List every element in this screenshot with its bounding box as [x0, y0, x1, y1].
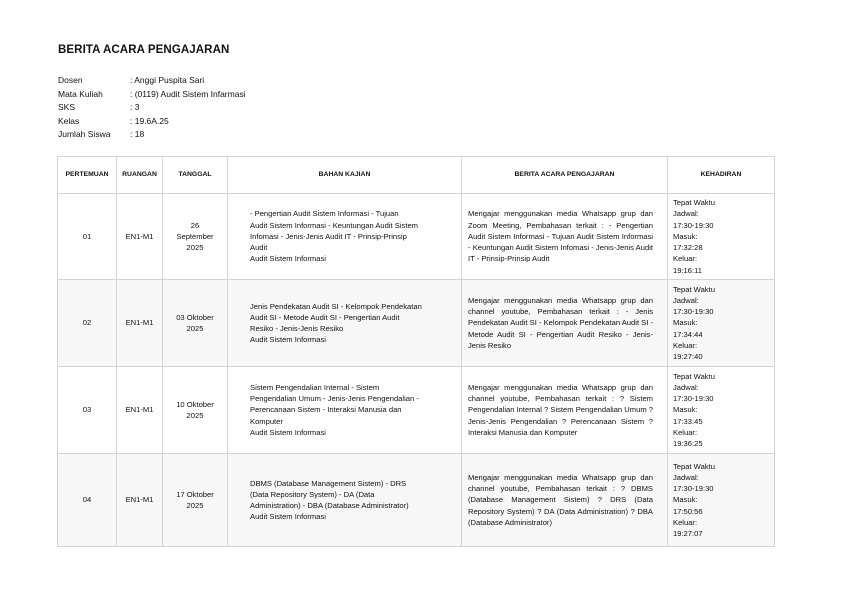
info-label: Dosen — [58, 75, 83, 85]
header-pertemuan: PERTEMUAN — [58, 157, 117, 194]
kehadiran-keluar: 19:27:07 — [673, 529, 703, 538]
cell-bahan-kajian: DBMS (Database Management Sistem) - DRS (Data Repository System) - DA (Data Administration) - DBA (Database Administrator) Audit Sistem Informasi — [228, 454, 462, 547]
cell-ruangan: EN1-M1 — [117, 194, 163, 280]
info-row-dosen — [58, 74, 246, 88]
info-value: : 18 — [130, 129, 145, 139]
cell-bahan-kajian: Jenis Pendekatan Audit SI - Kelompok Pendekatan Audit SI - Metode Audit SI - Pengertian Audit Resiko - Jenis-Jenis Resiko Audit Sistem Informasi — [228, 280, 462, 367]
kehadiran-jadwal-label: Jadwal: — [673, 295, 699, 305]
info-row-kelas — [58, 115, 246, 129]
kehadiran-jadwal: 17:30-19:30 — [673, 484, 714, 494]
page-title: BERITA ACARA PENGAJARAN — [58, 44, 230, 56]
kehadiran-keluar: 19:16:11 — [673, 265, 702, 275]
kehadiran-keluar-label: Keluar: — [673, 254, 698, 264]
table-row — [58, 194, 775, 280]
kehadiran-jadwal-label: Jadwal: — [673, 382, 699, 392]
cell-bahan-kajian: - Pengertian Audit Sistem Informasi - Tujuan Audit Sistem Informasi - Keuntungan Audit Sistem Infomasi - Jenis-Jenis Audit IT - Prinsip-Prinsip Audit Audit Sistem Informasi — [228, 194, 462, 280]
cell-kehadiran — [668, 367, 775, 454]
cell-tanggal: 10 Oktober 2025 — [163, 367, 228, 454]
cell-berita-acara: Mengajar menggunakan media Whatsapp grup dan channel youtube, Pembahasan terkait : ? Sistem Pengendalian Internal ? Sistem Pengendalian Umum ? Jenis-Jenis Pengendalian ? Perencanaan Sistem ? Interaksi Manusia dan Komputer — [462, 367, 668, 454]
kehadiran-keluar: 19:36:25 — [673, 439, 703, 448]
attendance-table — [57, 156, 775, 547]
attendance-table-wrapper — [57, 156, 774, 547]
info-value: : Anggi Puspita Sari — [130, 75, 205, 85]
info-row-jumlah-siswa — [58, 128, 246, 142]
table-header-row — [58, 157, 775, 194]
cell-berita-acara: Mengajar menggunakan media Whatsapp grup dan channel youtube, Pembahasan terkait : - Jenis Pendekatan Audit SI - Kelompok Pendekatan Audit SI - Metode Audit SI - Pengertian Audit Resiko - Jenis-Jenis Resiko — [462, 280, 668, 367]
header-berita-acara: BERITA ACARA PENGAJARAN — [462, 157, 668, 194]
info-row-mata-kuliah — [58, 88, 246, 102]
header-bahan-kajian: BAHAN KAJIAN — [228, 157, 462, 194]
kehadiran-status: Tepat Waktu — [673, 371, 715, 381]
kehadiran-masuk: 17:33:45 — [673, 416, 703, 426]
kehadiran-jadwal: 17:30-19:30 — [673, 220, 714, 230]
kehadiran-masuk: 17:34:44 — [673, 329, 703, 339]
cell-tanggal: 03 Oktober 2025 — [163, 280, 228, 367]
info-value: : 3 — [130, 102, 140, 112]
info-value: : 19.6A.25 — [130, 115, 169, 126]
info-value: : (0119) Audit Sistem Infarmasi — [130, 88, 246, 99]
table-row — [58, 367, 775, 454]
cell-pertemuan: 03 — [58, 367, 117, 454]
kehadiran-masuk-label: Masuk: — [673, 231, 698, 241]
header-ruangan: RUANGAN — [117, 157, 163, 194]
kehadiran-masuk: 17:32:28 — [673, 243, 703, 253]
cell-bahan-kajian: Sistem Pengendalian Internal - Sistem Pengendalian Umum - Jenis-Jenis Pengendalian - Perencanaan Sistem - Interaksi Manusia dan Komputer Audit Sistem Informasi — [228, 367, 462, 454]
cell-tanggal: 26 September 2025 — [163, 194, 228, 280]
course-info — [58, 74, 246, 142]
kehadiran-keluar-label: Keluar: — [673, 517, 698, 527]
cell-berita-acara: Mengajar menggunakan media Whatsapp grup dan channel youtube, Pembahasan terkait : ? DBMS (Database Management Sistem) ? DRS (Data Repository System) ? DA (Data Administration) ? DBA (Database Administrator) — [462, 454, 668, 547]
kehadiran-status: Tepat Waktu — [673, 284, 715, 294]
cell-ruangan: EN1-M1 — [117, 280, 163, 367]
info-label: SKS — [58, 102, 76, 112]
cell-pertemuan: 04 — [58, 454, 117, 547]
kehadiran-jadwal: 17:30-19:30 — [673, 307, 714, 317]
kehadiran-masuk: 17:50:56 — [673, 506, 703, 516]
header-kehadiran: KEHADIRAN — [668, 157, 775, 194]
kehadiran-keluar: 19:27:40 — [673, 352, 703, 361]
kehadiran-masuk-label: Masuk: — [673, 405, 698, 415]
kehadiran-jadwal-label: Jadwal: — [673, 472, 699, 482]
kehadiran-keluar-label: Keluar: — [673, 340, 698, 350]
info-row-sks — [58, 101, 246, 115]
cell-kehadiran — [668, 280, 775, 367]
cell-kehadiran — [668, 454, 775, 547]
cell-tanggal: 17 Oktober 2025 — [163, 454, 228, 547]
cell-ruangan: EN1-M1 — [117, 454, 163, 547]
header-tanggal: TANGGAL — [163, 157, 228, 194]
kehadiran-jadwal-label: Jadwal: — [673, 209, 699, 219]
table-row — [58, 280, 775, 367]
info-label: Jumlah Siswa — [58, 129, 111, 139]
cell-pertemuan: 01 — [58, 194, 117, 280]
cell-ruangan: EN1-M1 — [117, 367, 163, 454]
cell-berita-acara: Mengajar menggunakan media Whatsapp grup dan Zoom Meeting, Pembahasan terkait : - Pengertian Audit Sistem Informasi - Tujuan Audit Sistem Informasi - Keuntungan Audit Sistem Infomasi - Jenis-Jenis Audit IT - Prinsip-Prinsip Audit — [462, 194, 668, 280]
cell-kehadiran — [668, 194, 775, 280]
kehadiran-status: Tepat Waktu — [673, 198, 715, 208]
info-label: Kelas — [58, 115, 80, 126]
kehadiran-masuk-label: Masuk: — [673, 495, 698, 505]
kehadiran-masuk-label: Masuk: — [673, 318, 698, 328]
kehadiran-keluar-label: Keluar: — [673, 427, 698, 437]
cell-pertemuan: 02 — [58, 280, 117, 367]
kehadiran-jadwal: 17:30-19:30 — [673, 394, 714, 404]
info-label: Mata Kuliah — [58, 88, 103, 99]
table-row — [58, 454, 775, 547]
kehadiran-status: Tepat Waktu — [673, 461, 715, 471]
